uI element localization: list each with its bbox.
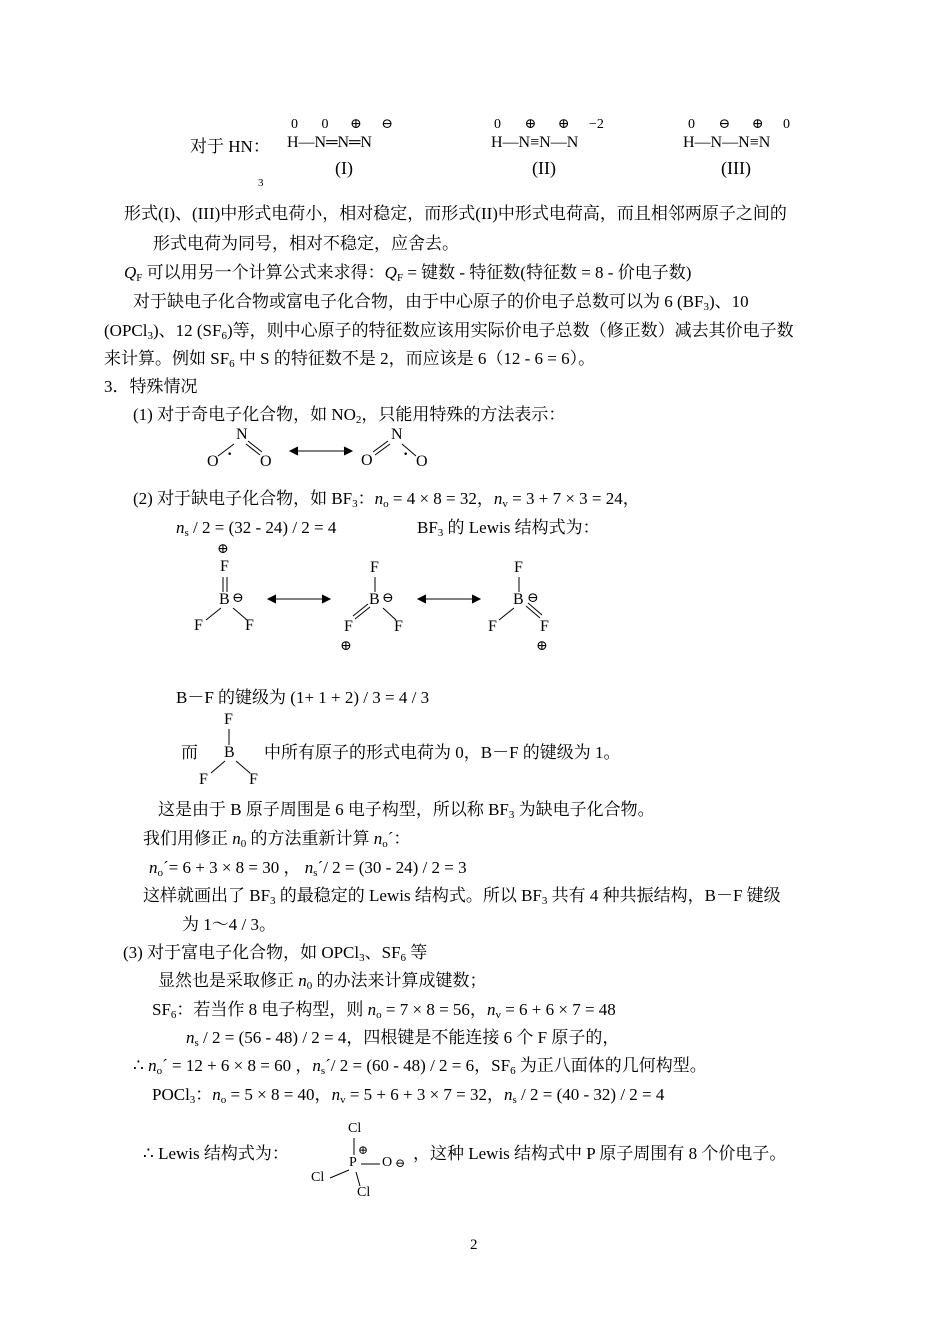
sf6-line: $SF_6$：若当作 8 电子构型，则 $n_o = 7 \times 8 = 56$，$n_v = 6 + 6 \times 7 = 48$: [152, 1000, 616, 1021]
therefore-line: ∴ $n_o´ = 12 + 6 \times 8 = 60$ ，$n_s´/$ 2 = (60 - 48) / 2 = 6，$SF_6$ 为正八面体的几何构型。: [133, 1056, 707, 1077]
item3-line2: 显然也是采取修正 $n_0$ 的办法来计算成键数；: [158, 971, 487, 992]
pocl3-line: POCl$_3$：$n_o = 5 \times 8 = 40$，$n_v = 5 + 6 + 3 \times 7 = 32$，$n_s / 2 = (40 - 32) / 2 = 4$: [152, 1085, 665, 1106]
lewis-line-b: ，这种 Lewis 结构式中 P 原子周围有 8 个价电子。: [413, 1144, 787, 1163]
item2-line2: $n_s / 2 = (32 - 24) / 2 = 4$: [176, 518, 337, 539]
eq5: $n_o´= 6 + 3 \times 8 = 30$ ， $n_s´/$ 2 = (30 - 24) / 2 = 3: [149, 858, 467, 879]
er-pre: 而: [181, 743, 198, 762]
para3: 这是由于 B 原子周围是 6 电子构型，所以称 $BF_3$ 为缺电子化合物。: [158, 800, 655, 821]
para1-line1: 形式(I)、(III)中形式电荷小，相对稳定，而形式(II)中形式电荷高，而且相邻两原子之间的: [124, 204, 787, 223]
page-number: 2: [470, 1237, 478, 1253]
structure-I-charges: 0 0 ⊕ ⊖: [291, 117, 393, 132]
para4: 我们用修正 $n_0$ 的方法重新计算 $n_o´$：: [143, 829, 411, 850]
qf-line: $Q_F$ 可以用另一个计算公式来求得：$Q_F$ = 键数 - 特征数(特征数 = 8 - 价电子数): [124, 263, 692, 284]
item1: (1) 对于奇电子化合物，如 $NO_2$，只能用特殊的方法表示：: [133, 405, 566, 426]
er-post: 中所有原子的形式电荷为 0，B－F 的键级为 1。: [264, 743, 621, 762]
para2-line3: 来计算。例如 $SF_6$ 中 S 的特征数不是 2，而应该是 6（12 - 6 = 6）。: [104, 349, 596, 370]
para2-line1: 对于缺电子化合物或富电子化合物，由于中心原子的价电子总数可以为 6 $(BF_3)$、10: [133, 292, 749, 313]
item3-line1: (3) 对于富电子化合物，如 OPCl$_3$、$SF_6$ 等: [123, 943, 428, 964]
structure-II-label: (II): [532, 158, 556, 178]
section3-title: 3．特殊情况: [104, 377, 198, 396]
para2-line2: (OPCl$_3$)、12 $(SF_6)$等，则中心原子的特征数应该用实际价电子总数（修正数）减去其价电子数: [104, 321, 794, 342]
ns-line: $n_s / 2 = (56 - 48) / 2 = 4$，四根键是不能连接 6 个 F 原子的，: [186, 1028, 620, 1049]
structure-II-chain: H—N≡N—N: [491, 134, 579, 151]
lewis-line-a: ∴ Lewis 结构式为：: [143, 1144, 289, 1163]
bond-order: B－F 的键级为 (1+ 1 + 2) / 3 = 4 / 3: [176, 688, 430, 707]
hn3-intro: 对于 HN：: [190, 137, 270, 156]
structure-III-charges: 0 ⊖ ⊕ 0: [688, 117, 790, 132]
para6-line1: 这样就画出了 $BF_3$ 的最稳定的 Lewis 结构式。所以 $BF_3$ 共有 4 种共振结构，B－F 键级: [143, 886, 781, 907]
para1-line2: 形式电荷为同号，相对不稳定，应舍去。: [153, 234, 459, 253]
structure-I-label: (I): [335, 158, 353, 178]
hn3-sub: 3: [258, 177, 264, 189]
item2-bf3-lewis: $BF_3$ 的 Lewis 结构式为：: [417, 518, 600, 539]
para6-line2: 为 1～4 / 3。: [182, 915, 276, 934]
structure-III-label: (III): [721, 158, 751, 178]
structure-I-chain: H—N═N═N: [287, 134, 372, 151]
structure-III-chain: H—N—N≡N: [683, 134, 771, 151]
item2-line1: (2) 对于缺电子化合物，如 $BF_3$：$n_o = 4 \times 8 = 32$，$n_v = 3 + 7 \times 3 = 24$，: [133, 489, 640, 510]
structure-II-charges: 0 ⊕ ⊕ −2: [494, 117, 604, 132]
